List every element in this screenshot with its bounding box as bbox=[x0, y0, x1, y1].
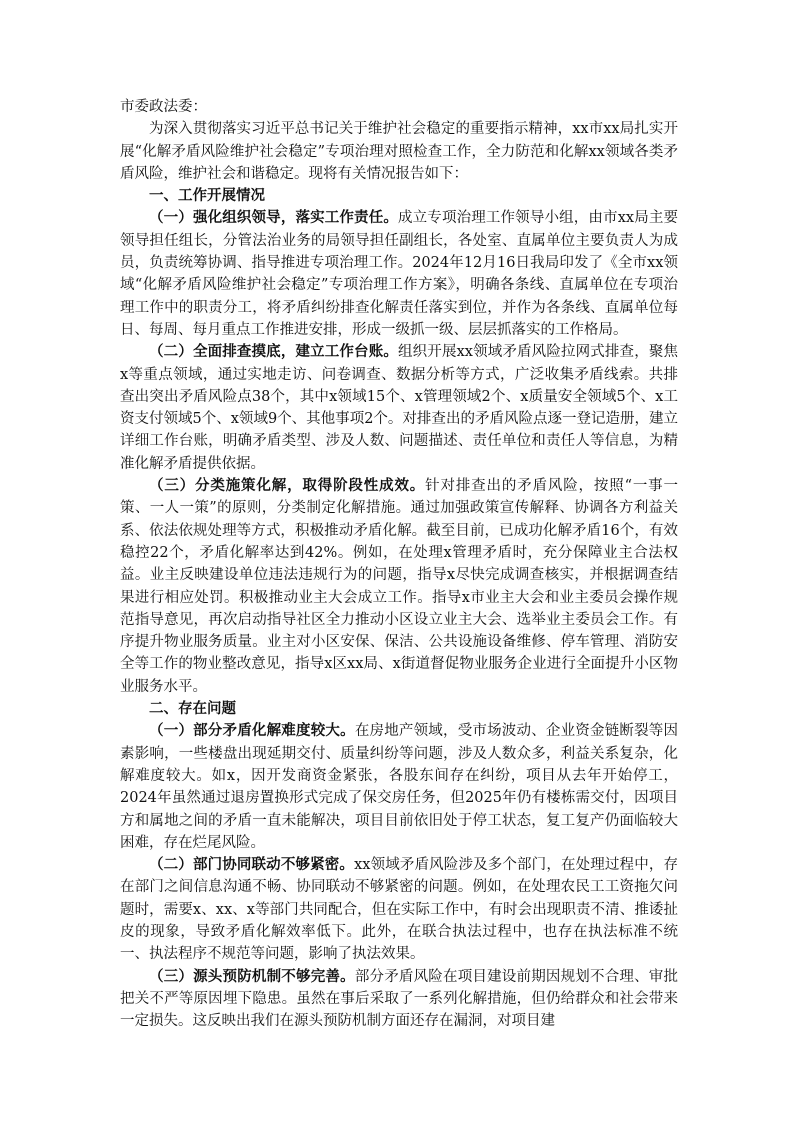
paragraph-lead: （二）部门协同联动不够紧密。 bbox=[149, 856, 355, 874]
paragraph-1-1 bbox=[120, 207, 678, 341]
paragraph-2-2 bbox=[120, 854, 678, 965]
paragraph-lead: （一）强化组织领导，落实工作责任。 bbox=[149, 209, 398, 227]
intro-paragraph: 为深入贯彻落实习近平总书记关于维护社会稳定的重要指示精神，xx市xx局扎实开展“化解矛盾风险维护社会稳定”专项治理对照检查工作，全力防范和化解xx领域各类矛盾风险，维护社会和谐稳定。现将有关情况报告如下： bbox=[120, 121, 678, 182]
paragraph-1-3 bbox=[120, 475, 678, 698]
paragraph-text: 在房地产领域，受市场波动、企业资金链断裂等因素影响，一些楼盘出现延期交付、质量纠纷等问题，涉及人数众多，利益关系复杂，化解难度较大。如x，因开发商资金紧张，各股东间存在纠纷，项目从去年开始停工，2024年虽然通过退房置换形式完成了保交房任务，但2025年仍有楼栋需交付，因项目方和属地之间的矛盾一直未能解决，项目目前依旧处于停工状态，复工复产仍面临较大困难，存在烂尾风险。 bbox=[120, 723, 679, 851]
paragraph-2-3 bbox=[120, 966, 678, 1033]
paragraph-2-1 bbox=[120, 720, 678, 854]
salutation: 市委政法委： bbox=[120, 99, 207, 115]
paragraph-text: xx领域矛盾风险涉及多个部门，在处理过程中，存在部门之间信息沟通不畅、协同联动不够紧密的问题。例如，在处理农民工工资拖欠问题时，需要x、xx、x等部门共同配合，但在实际工作中，有时会出现职责不清、推诿扯皮的现象，导致矛盾化解效率低下。此外，在联合执法过程中，也存在执法标准不统一、执法程序不规范等问题，影响了执法效果。 bbox=[120, 857, 679, 963]
paragraph-text: 成立专项治理工作领导小组，由市xx局主要领导担任组长，分管法治业务的局领导担任副组长，各处室、直属单位主要负责人为成员，负责统筹协调、指导推进专项治理工作。2024年12月16日我局印发了《全市xx领域“化解矛盾风险维护社会稳定”专项治理工作方案》，明确各条线、直属单位在专项治理工作中的职责分工，将矛盾纠纷排查化解责任落实到位，并作为各条线、直属单位每日、每周、每月重点工作推进安排，形成一级抓一级、层层抓落实的工作格局。 bbox=[120, 210, 678, 338]
paragraph-text: 针对排查出的矛盾风险，按照“一事一策、一人一策”的原则，分类制定化解措施。通过加强政策宣传解释、协调各方利益关系、依法依规处理等方式，积极推动矛盾化解。截至目前，已成功化解矛盾16个，有效稳控22个，矛盾化解率达到42%。例如，在处理x管理矛盾时，充分保障业主合法权益。业主反映建设单位违法违规行为的问题，指导x尽快完成调查核实，并根据调查结果进行相应处罚。积极推动业主大会成立工作。指导x市业主大会和业主委员会操作规范指导意见，再次启动指导社区全力推动小区设立业主大会、选举业主委员会工作。有序提升物业服务质量。业主对小区安保、保洁、公共设施设备维修、停车管理、消防安全等工作的物业整改意见，指导x区xx局、x街道督促物业服务企业进行全面提升小区物业服务水平。 bbox=[120, 478, 679, 695]
section-heading-2: 二、存在问题 bbox=[149, 701, 236, 718]
paragraph-lead: （三）源头预防机制不够完善。 bbox=[149, 967, 355, 985]
paragraph-text: 组织开展xx领域矛盾风险拉网式排查，聚焦x等重点领域，通过实地走访、问卷调查、数据分析等方式，广泛收集矛盾线索。共排查出突出矛盾风险点38个，其中x领域15个、x管理领域2个、x质量安全领域5个、x工资支付领域5个、x领域9个、其他事项2个。对排查出的矛盾风险点逐一登记造册，建立详细工作台账，明确矛盾类型、涉及人数、问题描述、责任单位和责任人等信息，为精准化解矛盾提供依据。 bbox=[120, 344, 678, 472]
document-body bbox=[120, 96, 678, 1032]
paragraph-lead: （一）部分矛盾化解难度较大。 bbox=[149, 722, 355, 740]
paragraph-1-2 bbox=[120, 341, 678, 475]
section-heading-1: 一、工作开展情况 bbox=[149, 188, 265, 205]
paragraph-lead: （二）全面排查摸底，建立工作台账。 bbox=[149, 343, 398, 361]
paragraph-text: 部分矛盾风险在项目建设前期因规划不合理、审批把关不严等原因埋下隐患。虽然在事后采取了一系列化解措施，但仍给群众和社会带来一定损失。这反映出我们在源头预防机制方面还存在漏洞，对项目建 bbox=[120, 968, 679, 1030]
paragraph-lead: （三）分类施策化解，取得阶段性成效。 bbox=[149, 477, 426, 495]
